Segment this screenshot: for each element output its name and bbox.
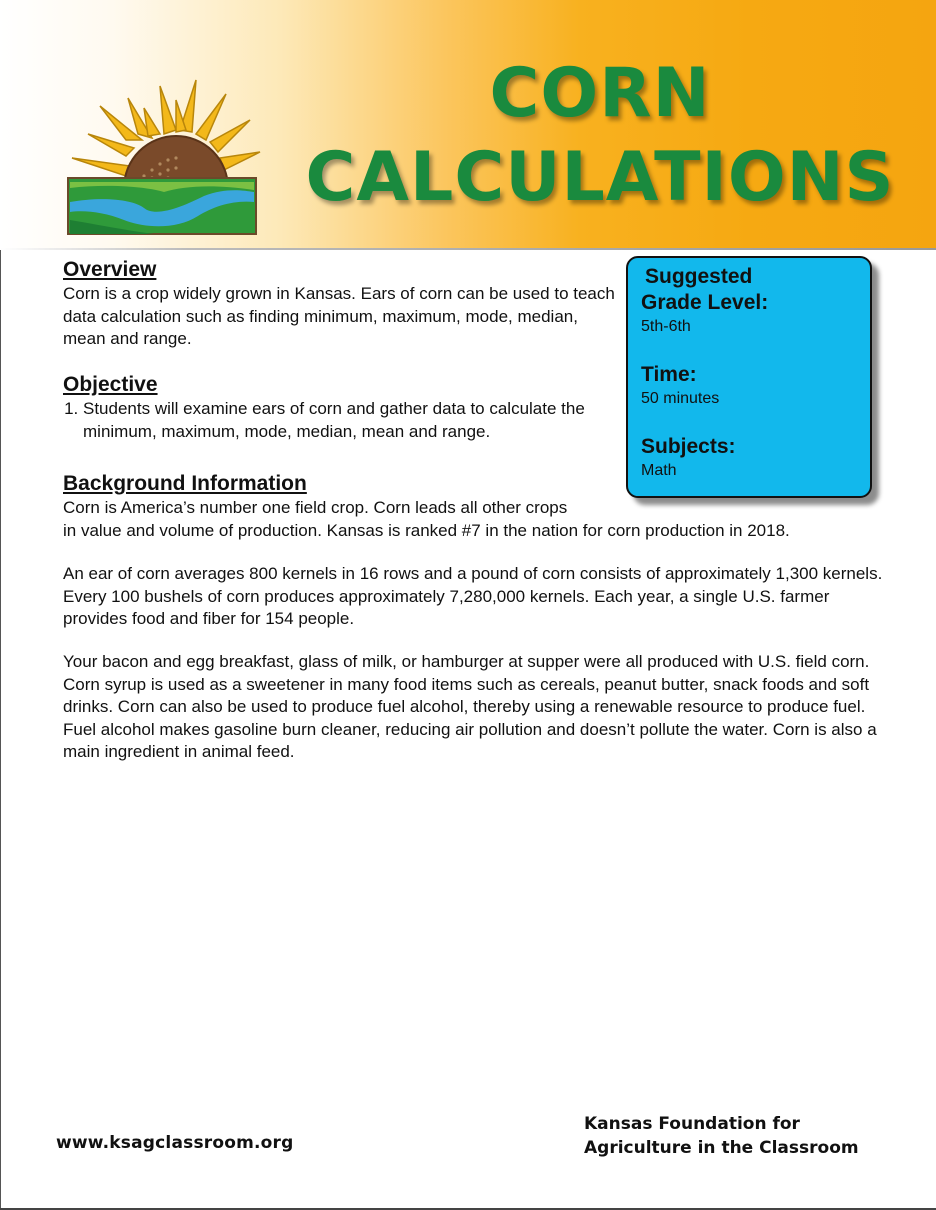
- grade-level-value: 5th-6th: [641, 318, 691, 335]
- header-banner: [0, 0, 936, 248]
- time-label: Time:: [641, 363, 697, 386]
- header-divider: [0, 248, 936, 250]
- background-paragraph-1-line-1: Corn is America’s number one field crop. Corn leads all other crops: [63, 498, 568, 517]
- background-paragraph-1: [63, 497, 893, 542]
- background-heading: Background Information: [63, 472, 307, 495]
- footer-website-link[interactable]: www.ksagclassroom.org: [56, 1133, 294, 1153]
- objective-list: [63, 398, 628, 443]
- subjects-value: Math: [641, 462, 677, 479]
- objective-heading: Objective: [63, 373, 158, 396]
- background-paragraph-1-line-2: in value and volume of production. Kansas is ranked #7 in the nation for corn production in 2018.: [63, 520, 790, 540]
- suggested-label: Suggested: [645, 265, 753, 288]
- footer-organization: [584, 1112, 859, 1160]
- background-paragraph-2: An ear of corn averages 800 kernels in 16 rows and a pound of corn consists of approximately 1,300 kernels. Every 100 bushels of corn produces approximately 7,280,000 kernels. Each year, a single U.S. farmer provides food and fiber for 154 people.: [63, 564, 883, 628]
- subjects-label: Subjects:: [641, 435, 736, 458]
- objective-item: 1. Students will examine ears of corn and gather data to calculate the minimum, maximum, mode, median, mean and range.: [83, 398, 628, 443]
- footer-org-line-1: Kansas Foundation for: [584, 1114, 800, 1134]
- sunflower-river-logo-icon: [64, 78, 264, 236]
- page-title: [270, 52, 930, 220]
- overview-text: Corn is a crop widely grown in Kansas. Ears of corn can be used to teach data calculation such as finding minimum, maximum, mode, median, mean and range.: [63, 284, 615, 348]
- lesson-info-box: [626, 256, 872, 498]
- background-paragraph-3: Your bacon and egg breakfast, glass of milk, or hamburger at supper were all produced with U.S. field corn. Corn syrup is used as a sweetener in many food items such as cereals, peanut butter, snack foods and soft drinks. Corn can also be used to produce fuel alcohol, thereby using a renewable resource to produce fuel. Fuel alcohol makes gasoline burn cleaner, reducing air pollution and doesn’t pollute the water. Corn is also a main ingredient in animal feed.: [63, 652, 877, 761]
- footer-org-line-2: Agriculture in the Classroom: [584, 1138, 859, 1158]
- overview-heading: Overview: [63, 258, 157, 281]
- grade-level-label: Grade Level:: [641, 291, 769, 314]
- time-value: 50 minutes: [641, 390, 720, 407]
- title-line-calculations: CALCULATIONS: [305, 138, 895, 217]
- title-line-corn: CORN: [489, 54, 711, 133]
